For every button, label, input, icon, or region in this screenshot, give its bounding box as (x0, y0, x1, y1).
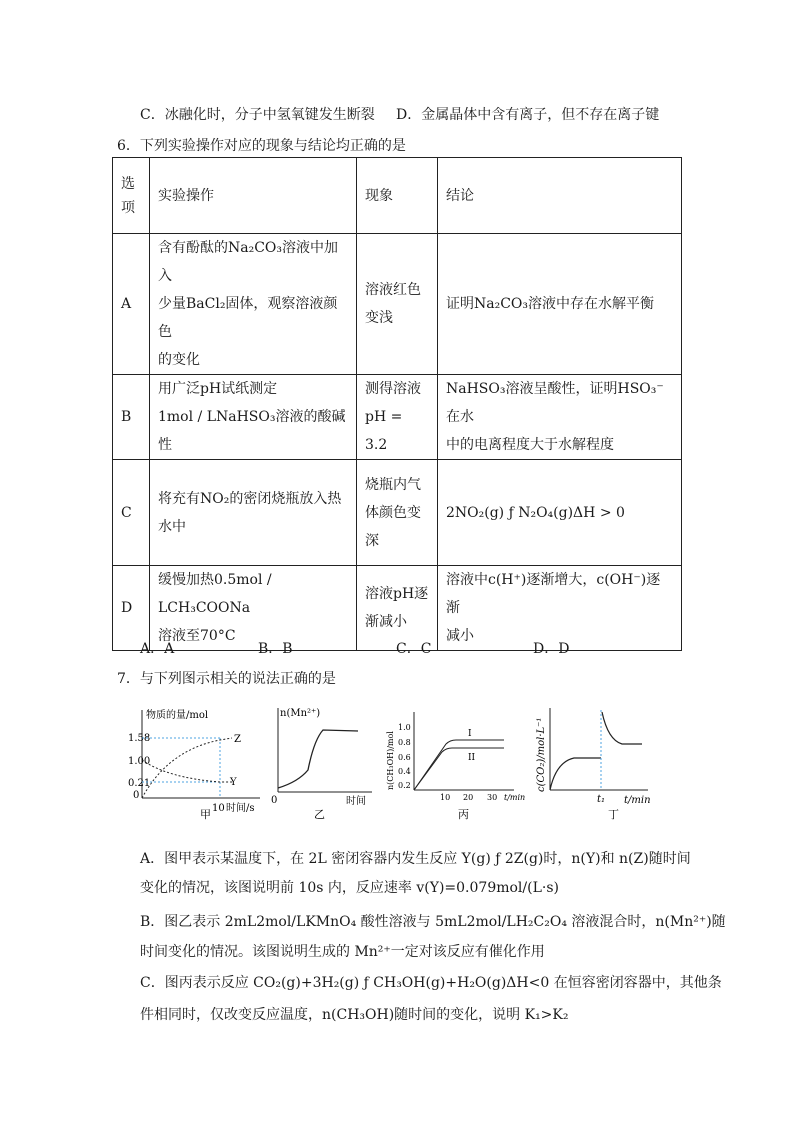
conclusion-line: 溶液中c(H⁺)逐渐增大，c(OH⁻)逐渐 (446, 572, 661, 616)
row-conclusion (438, 375, 682, 460)
yi-curve (278, 730, 358, 788)
jia-curve-z (142, 738, 232, 798)
header-option (113, 158, 150, 234)
table-row (113, 375, 682, 460)
yi-caption: 乙 (314, 808, 325, 820)
q6-choice-c: C．C (396, 641, 432, 657)
row-option: A (113, 234, 150, 375)
bing-ytick: 1.0 (398, 723, 411, 732)
yi-xlabel: 时间 (346, 796, 366, 807)
operation-line: 溶液至70°C (158, 628, 236, 644)
row-option: B (113, 375, 150, 460)
jia-ytick: 1.58 (128, 733, 151, 744)
q6-title: 6．下列实验操作对应的现象与结论均正确的是 (117, 138, 406, 154)
row-phenomenon (357, 234, 438, 375)
bing-curve-ii (414, 748, 504, 790)
operation-line: 1mol / LNaHSO₃溶液的酸碱性 (158, 409, 346, 453)
conclusion-line: NaHSO₃溶液呈酸性，证明HSO₃⁻在水 (446, 381, 664, 425)
jia-ytick: 0 (133, 790, 140, 801)
jia-xtick: 10 (212, 803, 225, 814)
ding-curve-before (550, 758, 601, 790)
header-operation: 实验操作 (150, 158, 357, 234)
table-row (113, 234, 682, 375)
q7-option-a-line1: A．图甲表示某温度下，在 2L 密闭容器内发生反应 Y(g) ƒ 2Z(g)时，n(Y)和 n(Z)随时间 (140, 851, 691, 867)
q7-option-c-line2: 件相同时，仅改变反应温度，n(CH₃OH)随时间的变化，说明 K₁>K₂ (140, 1007, 569, 1023)
bing-ytick: 0.8 (398, 738, 411, 747)
bing-xlabel: t/min (504, 793, 526, 802)
bing-ytick: 0.4 (398, 767, 411, 776)
row-option: D (113, 566, 150, 651)
operation-line: 用广泛pH试纸测定 (158, 381, 278, 397)
conclusion-line: 减小 (446, 628, 474, 644)
jia-ylabel: 物质的量/mol (146, 710, 209, 721)
bing-xtick: 10 (440, 793, 451, 802)
bing-xtick: 30 (487, 793, 498, 802)
ding-caption: 丁 (608, 808, 619, 820)
conclusion-line: 证明Na₂CO₃溶液中存在水解平衡 (446, 296, 655, 312)
conclusion-line: 中的电离程度大于水解程度 (446, 437, 614, 453)
phenomenon-line: pH = 3.2 (365, 409, 403, 453)
table-row (113, 460, 682, 566)
q6-choice-d: D．D (533, 641, 570, 657)
figure-bing (384, 700, 526, 820)
phenomenon-line: 烧瓶内气 (365, 476, 421, 493)
operation-line: 水中 (158, 518, 186, 535)
ding-xtick: t₁ (597, 794, 606, 805)
conclusion-line: 2NO₂(g) ƒ N₂O₄(g)ΔH > 0 (446, 504, 625, 521)
experiment-table (112, 157, 682, 651)
operation-line: 将充有NO₂的密闭烧瓶放入热 (158, 490, 342, 507)
jia-ytick: 1.00 (128, 756, 151, 767)
bing-caption: 丙 (458, 808, 469, 820)
operation-line: 的变化 (158, 352, 200, 368)
header-phenomenon: 现象 (357, 158, 438, 234)
bing-label-i: I (468, 729, 472, 739)
phenomenon-line: 深 (365, 532, 379, 549)
phenomenon-line: 溶液红色 (365, 282, 421, 298)
jia-caption: 甲 (200, 808, 211, 820)
figure-yi (268, 700, 378, 820)
q7-option-b-line1: B．图乙表示 2mL2mol/LKMnO₄ 酸性溶液与 5mL2mol/LH₂C₂O₄ 溶液混合时，n(Mn²⁺)随 (140, 914, 726, 930)
jia-label-y: Y (230, 777, 237, 788)
bing-ytick: 0.2 (398, 781, 411, 790)
bing-label-ii: II (468, 753, 476, 763)
q6-choice-a: A．A (140, 641, 175, 657)
row-conclusion (438, 460, 682, 566)
q7-option-c-line1: C．图丙表示反应 CO₂(g)+3H₂(g) ƒ CH₃OH(g)+H₂O(g)ΔH<0 在恒容密闭容器中，其他条 (140, 975, 722, 991)
q6-choice-b: B．B (258, 641, 293, 657)
ding-curve-after (602, 712, 642, 744)
yi-ylabel: n(Mn²⁺) (280, 708, 321, 719)
q7-option-b-line2: 时间变化的情况。该图说明生成的 Mn²⁺一定对该反应有催化作用 (140, 944, 545, 960)
phenomenon-line: 体颜色变 (365, 504, 421, 521)
row-operation (150, 566, 357, 651)
row-option: C (113, 460, 150, 566)
operation-line: 含有酚酞的Na₂CO₃溶液中加入 (158, 240, 339, 284)
header-option-text: 选项 (121, 175, 135, 216)
figure-jia (128, 700, 268, 820)
jia-ytick: 0.21 (128, 778, 151, 789)
q7-option-a-line2: 变化的情况，该图说明前 10s 内，反应速率 v(Y)=0.079mol/(L·s) (140, 880, 559, 896)
jia-label-z: Z (234, 734, 241, 745)
row-operation (150, 375, 357, 460)
q5-option-c: C．冰融化时，分子中氢氧键发生断裂 (140, 107, 375, 123)
phenomenon-line: 溶液pH逐 (365, 586, 429, 602)
row-operation (150, 234, 357, 375)
ding-xlabel: t/min (624, 795, 651, 806)
phenomenon-line: 渐减小 (365, 614, 407, 630)
row-phenomenon (357, 460, 438, 566)
bing-xtick: 20 (463, 793, 474, 802)
q5-option-d: D．金属晶体中含有离子，但不存在离子键 (396, 107, 660, 123)
header-conclusion: 结论 (438, 158, 682, 234)
figure-ding (526, 700, 666, 820)
row-phenomenon (357, 375, 438, 460)
ding-ylabel: c(CO₂)/mol·L⁻¹ (536, 717, 547, 792)
bing-ylabel: n(CH₃OH)/mol (386, 731, 395, 790)
jia-xlabel: 时间/s (226, 803, 255, 814)
phenomenon-line: 变浅 (365, 310, 393, 326)
q7-title: 7．与下列图示相关的说法正确的是 (117, 671, 336, 687)
bing-ytick: 0.6 (398, 753, 411, 762)
operation-line: 少量BaCl₂固体，观察溶液颜色 (158, 296, 338, 340)
phenomenon-line: 测得溶液 (365, 381, 421, 397)
operation-line: 缓慢加热0.5mol / LCH₃COONa (158, 572, 272, 616)
row-conclusion (438, 234, 682, 375)
row-operation (150, 460, 357, 566)
table-header-row (113, 158, 682, 234)
jia-curve-y (142, 760, 232, 782)
yi-origin: 0 (271, 795, 278, 806)
